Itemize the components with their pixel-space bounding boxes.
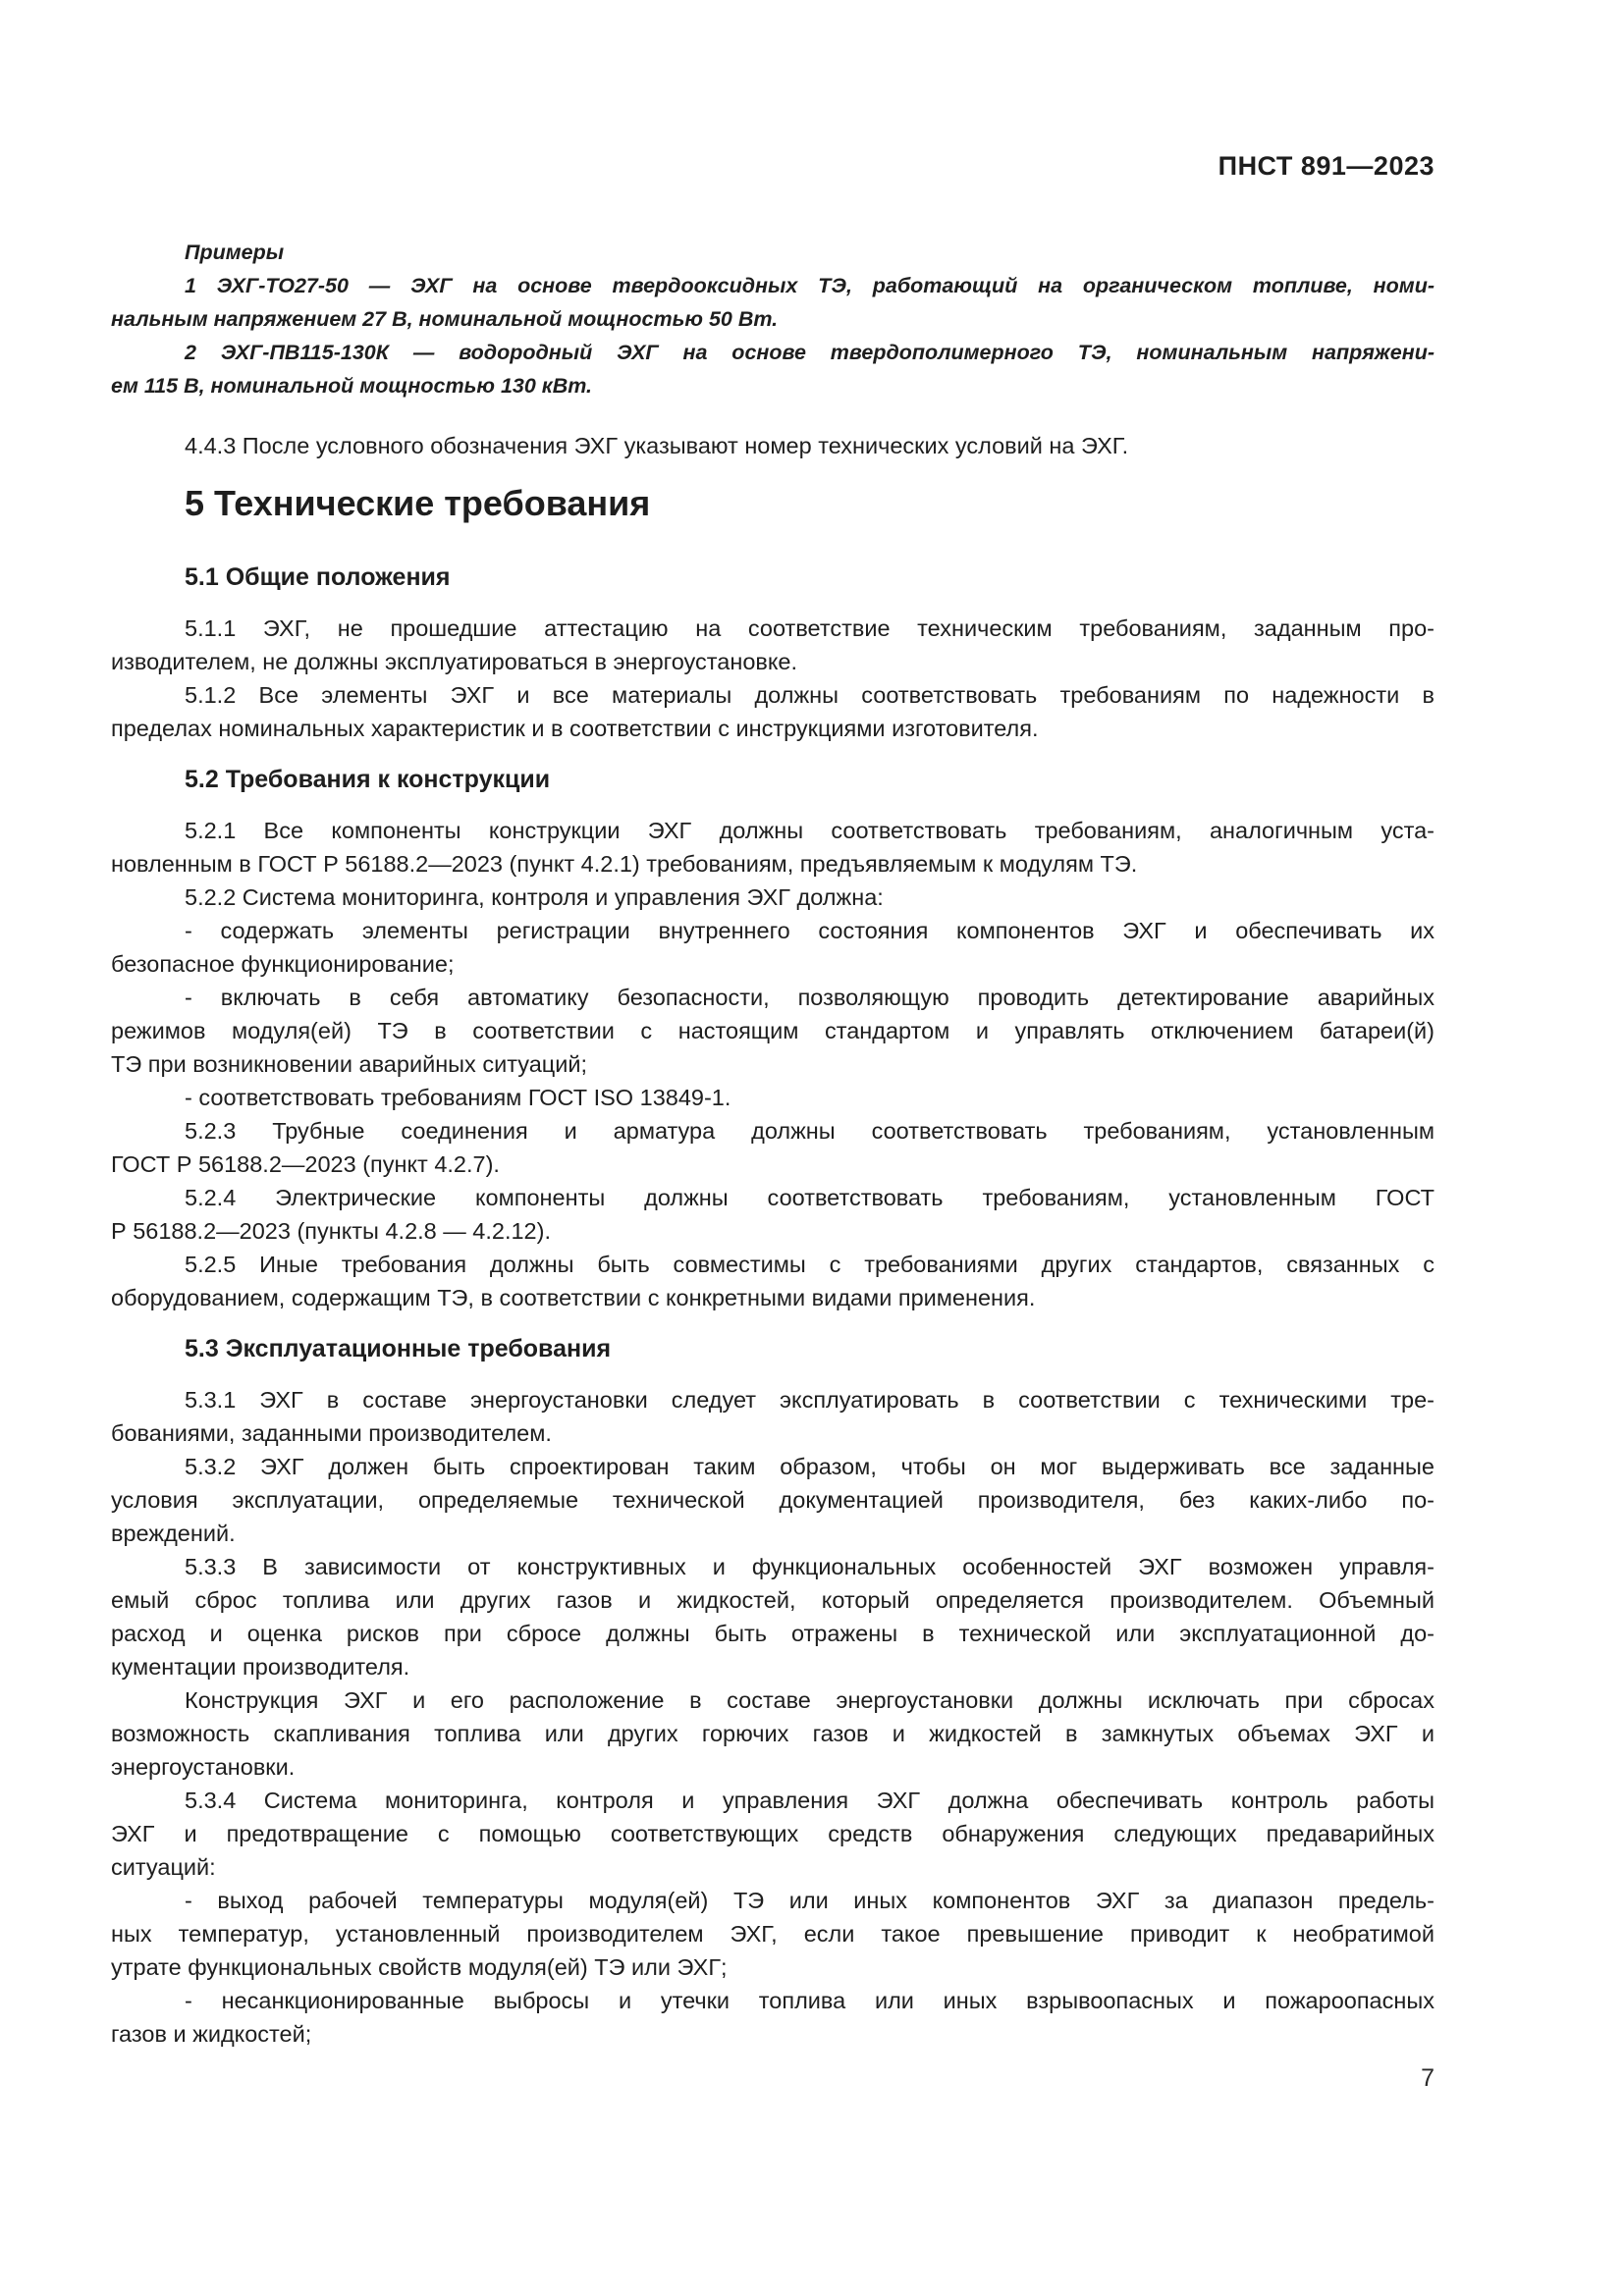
text-line: 5.2.3 Трубные соединения и арматура должны соответствовать требованиям, установленным [185, 1118, 1435, 1144]
paragraph [111, 981, 1435, 1081]
subsection-heading: 5.2 Требования к конструкции [185, 766, 551, 793]
paragraph [111, 1383, 1435, 1450]
text-line: вреждений. [111, 1521, 236, 1546]
paragraph [111, 914, 1435, 981]
text-line: расход и оценка рисков при сбросе должны быть отражены в технической или эксплуатационной до- [111, 1621, 1435, 1646]
paragraph [111, 1450, 1435, 1550]
subsection-heading: 5.3 Эксплуатационные требования [185, 1335, 612, 1362]
text-line: 5.3.2 ЭХГ должен быть спроектирован таким образом, чтобы он мог выдерживать все заданные [185, 1454, 1435, 1479]
example-block [111, 236, 1435, 402]
paragraph [111, 1248, 1435, 1314]
paragraph [111, 881, 1435, 914]
text-line: кументации производителя. [111, 1654, 410, 1680]
paragraph [111, 1884, 1435, 1984]
text-line: 1 ЭХГ-ТО27-50 — ЭХГ на основе твердооксидных ТЭ, работающий на органическом топливе, номи- [185, 274, 1435, 297]
text-line: ТЭ при возникновении аварийных ситуаций; [111, 1051, 588, 1077]
section-heading: 5 Технические требования [185, 483, 651, 523]
text-line: емый сброс топлива или других газов и жидкостей, который определяется производителем. Объемный [111, 1587, 1435, 1613]
text-line: утрате функциональных свойств модуля(ей) ТЭ или ЭХГ; [111, 1954, 728, 1980]
text-line: пределах номинальных характеристик и в соответствии с инструкциями изготовителя. [111, 716, 1039, 741]
text-line: режимов модуля(ей) ТЭ в соответствии с настоящим стандартом и управлять отключением батареи(й) [111, 1018, 1435, 1043]
text-line: новленным в ГОСТ Р 56188.2—2023 (пункт 4.2.1) требованиям, предъявляемым к модулям ТЭ. [111, 851, 1138, 877]
text-line: 5.3.1 ЭХГ в составе энергоустановки следует эксплуатировать в соответствии с техническими тре- [185, 1387, 1435, 1413]
paragraph [111, 1181, 1435, 1248]
text-line: 5.2.4 Электрические компоненты должны соответствовать требованиям, установленным ГОСТ [185, 1185, 1435, 1210]
text-line: - несанкционированные выбросы и утечки топлива или иных взрывоопасных и пожароопасных [185, 1988, 1435, 2013]
text-line: - выход рабочей температуры модуля(ей) ТЭ или иных компонентов ЭХГ за диапазон предель- [185, 1888, 1435, 1913]
paragraph [111, 1683, 1435, 1784]
page-number: 7 [1421, 2064, 1435, 2092]
text-line: условия эксплуатации, определяемые технической документацией производителя, без каких-либо по- [111, 1487, 1435, 1513]
text-line: Конструкция ЭХГ и его расположение в составе энергоустановки должны исключать при сбросах [185, 1687, 1435, 1713]
text-line: 5.2.2 Система мониторинга, контроля и управления ЭХГ должна: [185, 884, 884, 910]
text-line: ных температур, установленный производителем ЭХГ, если такое превышение приводит к необратимой [111, 1921, 1435, 1947]
text-line: Р 56188.2—2023 (пункты 4.2.8 — 4.2.12). [111, 1218, 551, 1244]
text-line: энергоустановки. [111, 1754, 296, 1780]
text-line: 5.2.5 Иные требования должны быть совместимы с требованиями других стандартов, связанных с [185, 1252, 1435, 1277]
text-line: изводителем, не должны эксплуатироваться в энергоустановке. [111, 649, 798, 674]
document-content [111, 149, 1435, 2051]
text-line: ситуаций: [111, 1854, 216, 1880]
text-line: - соответствовать требованиям ГОСТ ISO 13849-1. [185, 1085, 731, 1110]
text-line: 5.1.2 Все элементы ЭХГ и все материалы должны соответствовать требованиям по надежности в [185, 682, 1435, 708]
document-body [111, 236, 1435, 2051]
text-line: Примеры [185, 240, 285, 264]
text-line: бованиями, заданными производителем. [111, 1420, 552, 1446]
text-line: 5.1.1 ЭХГ, не прошедшие аттестацию на соответствие техническим требованиям, заданным про- [185, 615, 1435, 641]
paragraph [111, 612, 1435, 678]
text-line: газов и жидкостей; [111, 2021, 312, 2047]
text-line: ЭХГ и предотвращение с помощью соответствующих средств обнаружения следующих предаварийных [111, 1821, 1435, 1846]
text-line: - содержать элементы регистрации внутреннего состояния компонентов ЭХГ и обеспечивать их [185, 918, 1435, 943]
text-line: 5.3.3 В зависимости от конструктивных и функциональных особенностей ЭХГ возможен управля- [185, 1554, 1435, 1579]
text-line: нальным напряжением 27 В, номинальной мощностью 50 Вт. [111, 307, 779, 331]
document-code-header: ПНСТ 891—2023 [1218, 151, 1435, 181]
text-line: ГОСТ Р 56188.2—2023 (пункт 4.2.7). [111, 1151, 500, 1177]
text-line: 2 ЭХГ-ПВ115-130К — водородный ЭХГ на основе твердополимерного ТЭ, номинальным напряжени- [185, 341, 1435, 364]
paragraph [111, 1984, 1435, 2051]
text-line: 5.2.1 Все компоненты конструкции ЭХГ должны соответствовать требованиям, аналогичным уста- [185, 818, 1435, 843]
paragraph [111, 678, 1435, 745]
text-line: оборудованием, содержащим ТЭ, в соответствии с конкретными видами применения. [111, 1285, 1036, 1310]
paragraph [111, 1081, 1435, 1114]
text-line: возможность скапливания топлива или других горючих газов и жидкостей в замкнутых объемах ЭХГ и [111, 1721, 1435, 1746]
paragraph [111, 429, 1435, 462]
text-line: безопасное функционирование; [111, 951, 455, 977]
subsection-heading: 5.1 Общие положения [185, 563, 451, 591]
text-line: - включать в себя автоматику безопасности, позволяющую проводить детектирование аварийных [185, 985, 1435, 1010]
text-line: ем 115 В, номинальной мощностью 130 кВт. [111, 374, 593, 398]
paragraph [111, 1784, 1435, 1884]
text-line: 4.4.3 После условного обозначения ЭХГ указывают номер технических условий на ЭХГ. [185, 433, 1129, 458]
text-line: 5.3.4 Система мониторинга, контроля и управления ЭХГ должна обеспечивать контроль работы [185, 1788, 1435, 1813]
paragraph [111, 814, 1435, 881]
paragraph [111, 1114, 1435, 1181]
paragraph [111, 1550, 1435, 1683]
